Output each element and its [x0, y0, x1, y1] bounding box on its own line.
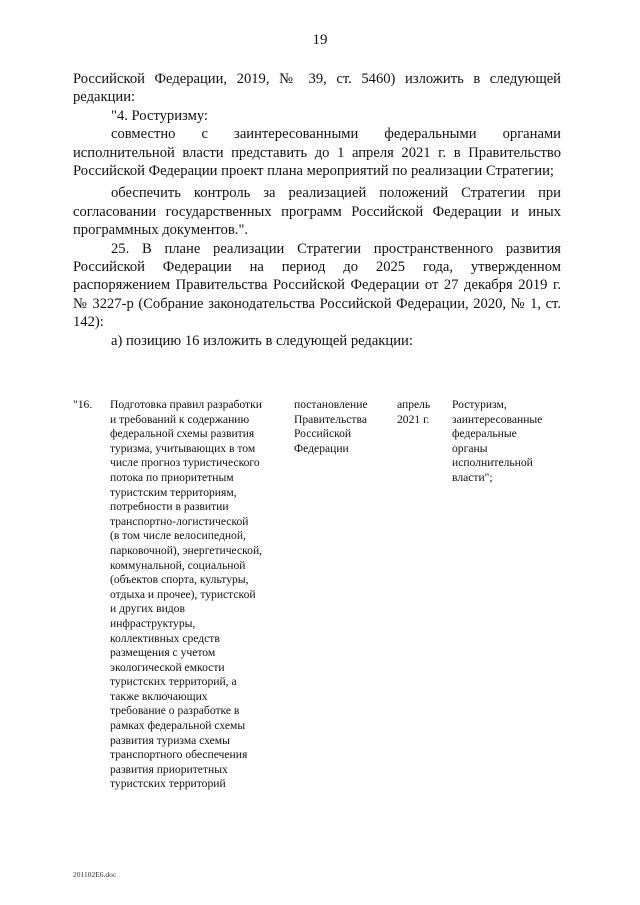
task-line: транспортно-логистической	[110, 514, 249, 528]
responsible-line: власти";	[452, 470, 493, 484]
task-line: туристских территорий	[110, 777, 226, 791]
document-type-line: постановление	[294, 398, 368, 411]
document-type-cell	[294, 398, 390, 456]
paragraph-position-16: а) позицию 16 изложить в следующей редакции:	[111, 332, 413, 349]
task-line: также включающих	[110, 689, 208, 703]
task-line: числе прогноз туристического	[110, 456, 260, 470]
task-line: (объектов спорта, культуры,	[110, 573, 249, 587]
task-line: экологической емкости	[110, 660, 225, 674]
responsible-cell	[452, 398, 550, 486]
deadline-line: 2021 г.	[397, 412, 430, 426]
task-line: федеральной схемы развития	[110, 427, 255, 441]
task-line: инфраструктуры,	[110, 616, 196, 630]
responsible-line: исполнительной	[452, 456, 533, 470]
task-line: рамках федеральной схемы	[110, 719, 246, 733]
task-line: и других видов	[110, 602, 185, 616]
task-line: потребности в развитии	[110, 500, 229, 514]
task-line: Подготовка правил разработки	[110, 398, 262, 411]
page-number: 19	[312, 32, 328, 48]
responsible-line: Ростуризм,	[452, 398, 507, 411]
document-type-line: Российской	[294, 427, 352, 441]
task-line: туристских территорий, а	[110, 675, 237, 689]
task-line: развития туризма схемы	[110, 733, 230, 747]
task-line: коллективных средств	[110, 631, 220, 645]
responsible-line: органы	[452, 441, 488, 455]
task-line: коммунальной, социальной	[110, 558, 246, 572]
task-line: отдыха и прочее), туристской	[110, 587, 256, 601]
task-line: транспортного обеспечения	[110, 748, 248, 762]
row-number-cell	[73, 398, 109, 413]
row-number: "16.	[73, 398, 93, 411]
task-line: парковочной), энергетической,	[110, 543, 263, 557]
paragraph-submit-plan: совместно с заинтересованными федеральными органами исполнительной власти представить до 1 апреля 2021 г. в Правительство Российской Федерации проект плана мероприятий по реализации Стратегии;	[73, 126, 561, 180]
paragraph-rosturizm-heading: "4. Ростуризму:	[111, 107, 208, 124]
task-line: и требований к содержанию	[110, 412, 250, 426]
responsible-line: заинтересованные	[452, 412, 543, 426]
document-type-line: Правительства	[294, 412, 367, 426]
document-file-code: 201102Е6.doc	[73, 870, 117, 879]
paragraph-control: обеспечить контроль за реализацией положений Стратегии при согласовании государственных программ Российской Федерации и иных программных документов.".	[73, 185, 561, 239]
paragraph-25: 25. В плане реализации Стратегии пространственного развития Российской Федерации на период до 2025 года, утвержденном распоряжением Правительства Российской Федерации от 27 декабря 2019 г. № 3227-р (Собрание законодательства Российской Федерации, 2020, № 1, ст. 142):	[73, 240, 561, 331]
task-line: развития приоритетных	[110, 762, 228, 776]
task-line: (в том числе велосипедной,	[110, 529, 246, 543]
task-line: размещения с учетом	[110, 646, 216, 660]
task-description-cell	[110, 398, 288, 792]
body-text	[73, 70, 561, 350]
task-line: туристским территориям,	[110, 485, 237, 499]
task-line: потока по приоритетным	[110, 470, 234, 484]
task-line: туризма, учитывающих в том	[110, 441, 256, 455]
responsible-line: федеральные	[452, 427, 517, 441]
paragraph-continuation: Российской Федерации, 2019, № 39, ст. 5460) изложить в следующей редакции:	[73, 71, 561, 106]
deadline-cell	[397, 398, 443, 427]
task-line: требование о разработке в	[110, 704, 240, 718]
deadline-line: апрель	[397, 398, 431, 411]
document-type-line: Федерации	[294, 441, 349, 455]
